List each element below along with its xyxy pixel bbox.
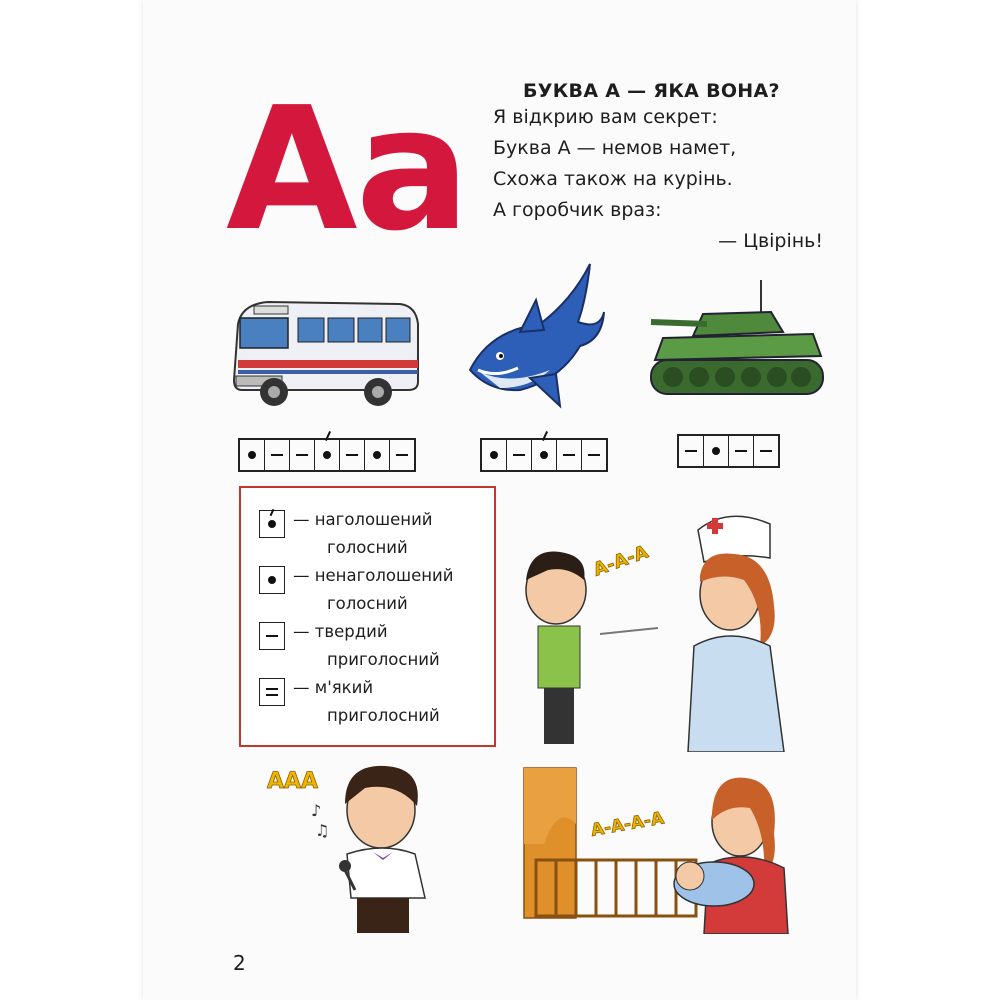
- tank-illustration: [643, 276, 827, 408]
- poem-line: Буква А — немов намет,: [493, 137, 737, 159]
- legend-box: — наголошений голосний — ненаголошений голосний — твердий приголосний — м'який приголосний: [239, 486, 496, 747]
- hard-consonant-symbol: [259, 622, 285, 650]
- mother-and-baby-illustration: [518, 764, 798, 934]
- poem: [493, 80, 833, 257]
- bus-illustration: [228, 296, 424, 414]
- page-number: 2: [233, 951, 246, 975]
- poem-line: А горобчик враз:: [493, 199, 662, 221]
- mother-sound-text: А-А-А-А: [589, 808, 666, 841]
- big-letter-a: Аа: [226, 71, 469, 269]
- poem-line: Схожа також на курінь.: [493, 168, 733, 190]
- boy-and-nurse-illustration: [508, 496, 798, 752]
- sound-scheme-tank: [677, 434, 780, 468]
- unstressed-vowel-symbol: [259, 566, 285, 594]
- svg-text:♪: ♪: [311, 801, 322, 820]
- soft-consonant-symbol: [259, 678, 285, 706]
- poem-line: Я відкрию вам секрет:: [493, 106, 718, 128]
- sound-scheme-shark: [480, 438, 608, 472]
- nurse-sound-text: А-А-А: [590, 541, 652, 581]
- stressed-vowel-symbol: [259, 510, 285, 538]
- poem-line: — Цвірінь!: [718, 230, 823, 252]
- singer-illustration: [265, 758, 470, 933]
- shark-illustration: [460, 260, 610, 410]
- poem-title: БУКВА А — ЯКА ВОНА?: [523, 80, 780, 102]
- svg-text:♫: ♫: [315, 821, 330, 840]
- singer-sound-text: ААА: [267, 769, 319, 794]
- sound-scheme-bus: [238, 438, 416, 472]
